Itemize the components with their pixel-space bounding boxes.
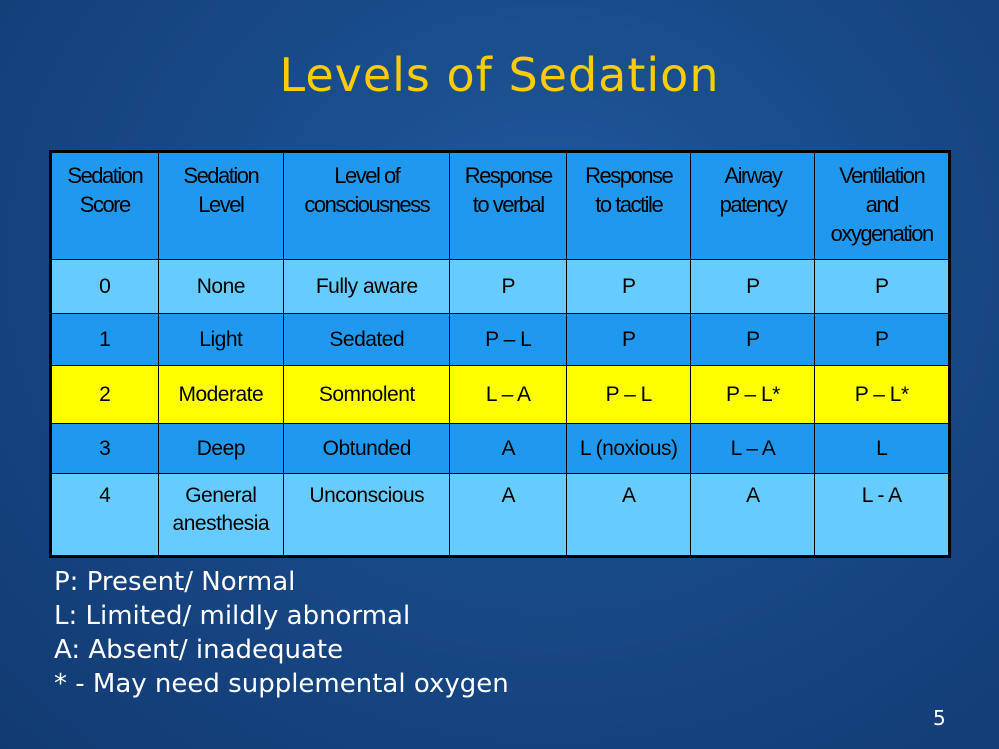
cell-tactile: A bbox=[567, 474, 691, 557]
cell-score: 0 bbox=[51, 260, 159, 314]
cell-tactile: P bbox=[567, 260, 691, 314]
cell-level: None bbox=[158, 260, 284, 314]
cell-verbal: L – A bbox=[450, 366, 567, 424]
cell-airway: P – L* bbox=[691, 366, 815, 424]
sedation-table bbox=[49, 150, 951, 558]
header-sedation-score: Sedation Score bbox=[51, 152, 159, 260]
cell-tactile: L (noxious) bbox=[567, 424, 691, 474]
cell-consciousness: Obtunded bbox=[284, 424, 450, 474]
cell-ventilation: P – L* bbox=[815, 366, 950, 424]
legend-item-absent: A: Absent/ inadequate bbox=[54, 635, 344, 665]
cell-tactile: P bbox=[567, 314, 691, 366]
cell-score: 3 bbox=[51, 424, 159, 474]
cell-consciousness: Somnolent bbox=[284, 366, 450, 424]
slide-title: Levels of Sedation bbox=[279, 48, 720, 102]
legend bbox=[54, 565, 509, 701]
header-response-to-verbal: Response to verbal bbox=[450, 152, 567, 260]
cell-airway: P bbox=[691, 314, 815, 366]
cell-consciousness: Fully aware bbox=[284, 260, 450, 314]
table-row bbox=[51, 260, 950, 314]
cell-score: 1 bbox=[51, 314, 159, 366]
cell-airway: L – A bbox=[691, 424, 815, 474]
cell-level: Moderate bbox=[158, 366, 284, 424]
cell-ventilation: L - A bbox=[815, 474, 950, 557]
header-ventilation-oxygenation: Ventilation and oxygenation bbox=[815, 152, 950, 260]
legend-item-limited: L: Limited/ mildly abnormal bbox=[54, 601, 411, 631]
cell-consciousness: Sedated bbox=[284, 314, 450, 366]
table-row-highlighted bbox=[51, 366, 950, 424]
cell-ventilation: L bbox=[815, 424, 950, 474]
table-header-row bbox=[51, 152, 950, 260]
cell-consciousness: Unconscious bbox=[284, 474, 450, 557]
cell-ventilation: P bbox=[815, 260, 950, 314]
cell-score: 2 bbox=[51, 366, 159, 424]
cell-airway: A bbox=[691, 474, 815, 557]
cell-score: 4 bbox=[51, 474, 159, 557]
header-level-of-consciousness: Level of consciousness bbox=[284, 152, 450, 260]
cell-verbal: P – L bbox=[450, 314, 567, 366]
table-row bbox=[51, 474, 950, 557]
cell-level: General anesthesia bbox=[158, 474, 284, 557]
header-sedation-level: Sedation Level bbox=[158, 152, 284, 260]
cell-verbal: A bbox=[450, 424, 567, 474]
cell-verbal: P bbox=[450, 260, 567, 314]
legend-item-oxygen-note: * - May need supplemental oxygen bbox=[54, 669, 509, 699]
cell-airway: P bbox=[691, 260, 815, 314]
cell-ventilation: P bbox=[815, 314, 950, 366]
table-row bbox=[51, 424, 950, 474]
cell-level: Light bbox=[158, 314, 284, 366]
header-airway-patency: Airway patency bbox=[691, 152, 815, 260]
table-row bbox=[51, 314, 950, 366]
cell-level: Deep bbox=[158, 424, 284, 474]
legend-item-present: P: Present/ Normal bbox=[54, 567, 296, 597]
page-number: 5 bbox=[933, 706, 946, 730]
header-response-to-tactile: Response to tactile bbox=[567, 152, 691, 260]
cell-tactile: P – L bbox=[567, 366, 691, 424]
cell-verbal: A bbox=[450, 474, 567, 557]
